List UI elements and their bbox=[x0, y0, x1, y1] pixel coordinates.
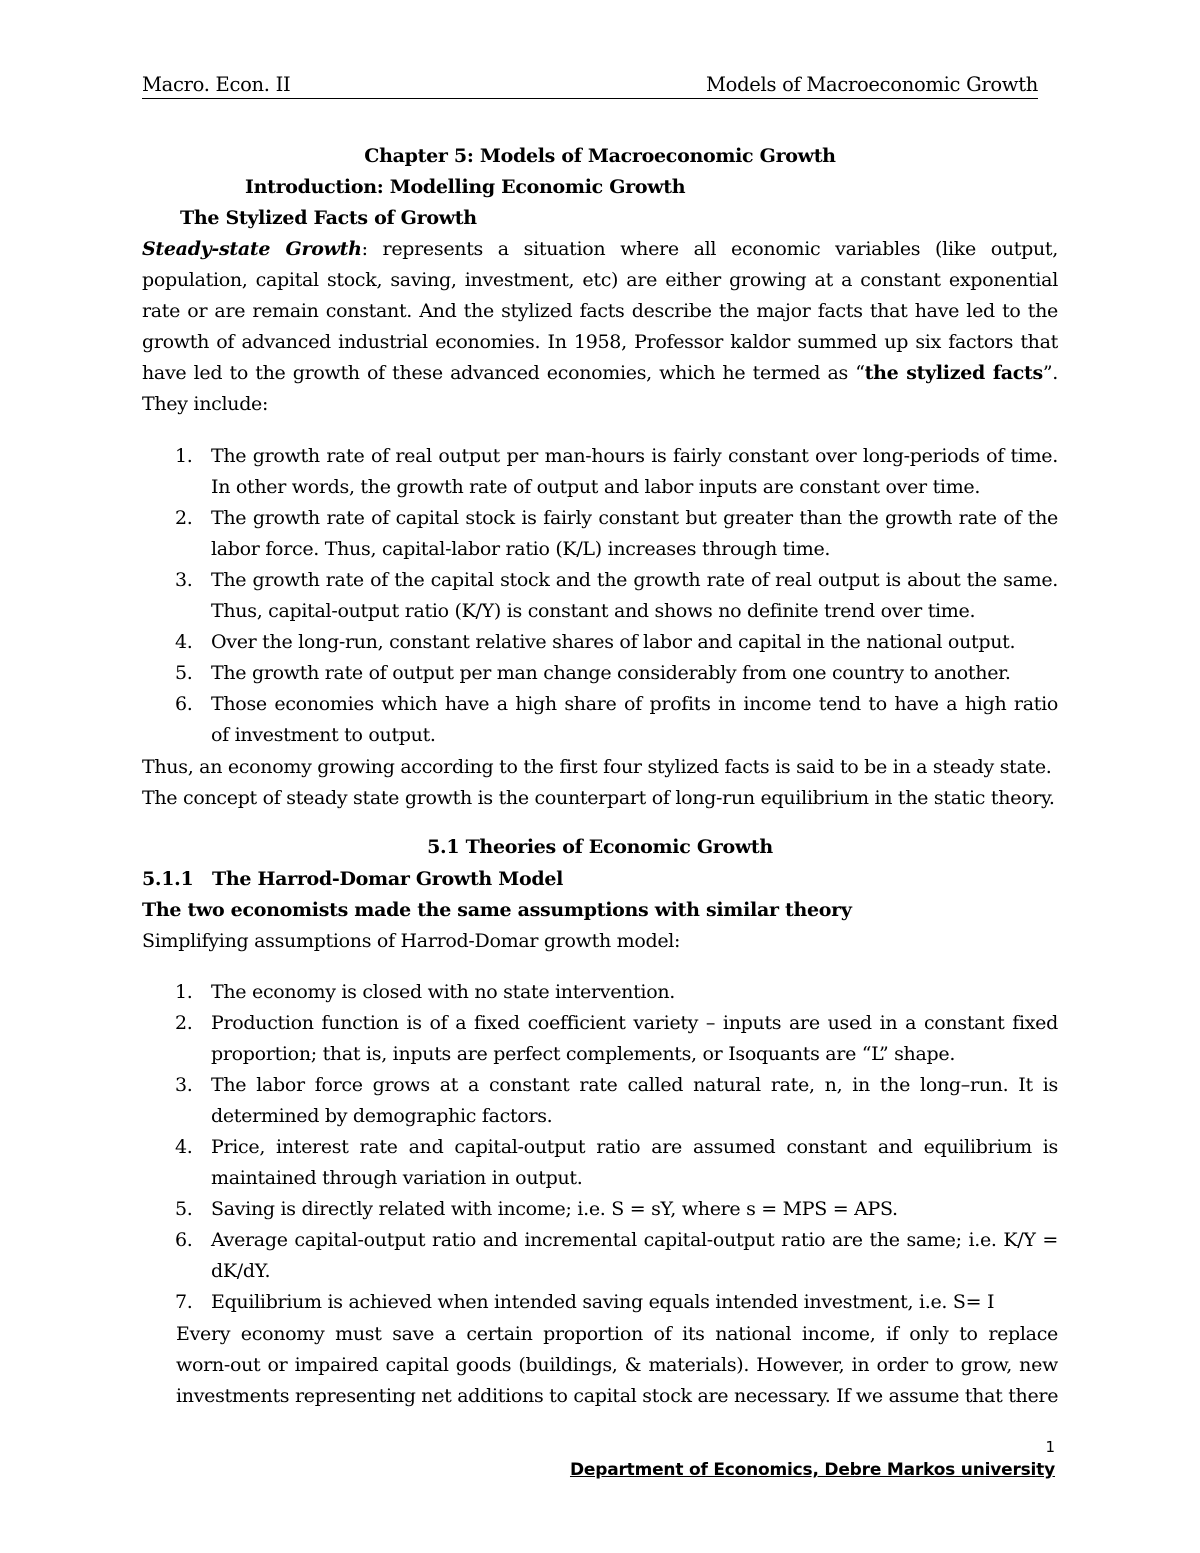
page-header bbox=[142, 72, 1038, 99]
para-line: growth of advanced industrial economies. In 1958, Professor kaldor summed up six factors that bbox=[142, 331, 1058, 353]
conclusion-paragraph bbox=[142, 752, 1058, 814]
list-item-line: labor force. Thus, capital-labor ratio (K/L) increases through time. bbox=[211, 538, 831, 560]
list-number: 2. bbox=[175, 1012, 193, 1034]
list-item-line: Saving is directly related with income; i.e. S = sY, where s = MPS = APS. bbox=[211, 1198, 898, 1220]
list-number: 4. bbox=[175, 1136, 193, 1158]
para-line: The concept of steady state growth is the counterpart of long-run equilibrium in the static theory. bbox=[142, 787, 1055, 809]
assumptions-list bbox=[142, 977, 1058, 1318]
assumption-intro: Simplifying assumptions of Harrod-Domar growth model: bbox=[142, 930, 681, 952]
investment-paragraph bbox=[176, 1319, 1058, 1412]
list-item-line: Equilibrium is achieved when intended saving equals intended investment, i.e. S= I bbox=[211, 1291, 995, 1313]
assumption-item bbox=[142, 1070, 1058, 1132]
stylized-fact-item bbox=[142, 627, 1058, 658]
list-item-line: of investment to output. bbox=[211, 724, 436, 746]
stylized-fact-item bbox=[142, 689, 1058, 751]
list-number: 3. bbox=[175, 1074, 193, 1096]
list-item-line: The growth rate of the capital stock and the growth rate of real output is about the same. bbox=[211, 569, 1058, 591]
subsection-number: 5.1.1 bbox=[142, 868, 194, 890]
section-title: 5.1 Theories of Economic Growth bbox=[427, 836, 773, 858]
intro-title: Introduction: Modelling Economic Growth bbox=[245, 176, 686, 198]
stylized-fact-item bbox=[142, 441, 1058, 503]
chapter-title: Chapter 5: Models of Macroeconomic Growth bbox=[364, 145, 836, 167]
para-line: population, capital stock, saving, investment, etc) are either growing at a constant exponential bbox=[142, 269, 1058, 291]
assumption-item bbox=[142, 1287, 1058, 1318]
para-line: investments representing net additions to capital stock are necessary. If we assume that there bbox=[176, 1385, 1059, 1407]
para-line: rate or are remain constant. And the stylized facts describe the major facts that have led to the bbox=[142, 300, 1058, 322]
list-number: 6. bbox=[175, 1229, 193, 1251]
assumption-item bbox=[142, 1225, 1058, 1287]
list-item-line: In other words, the growth rate of output and labor inputs are constant over time. bbox=[211, 476, 981, 498]
footer-department: Department of Economics, Debre Markos university bbox=[569, 1460, 1055, 1480]
list-item-line: dK/dY. bbox=[211, 1260, 271, 1282]
stylized-fact-item bbox=[142, 565, 1058, 627]
para-line: They include: bbox=[142, 393, 269, 415]
list-number: 1. bbox=[175, 445, 193, 467]
list-number: 5. bbox=[175, 1198, 193, 1220]
list-item-line: The growth rate of real output per man-hours is fairly constant over long-periods of time. bbox=[211, 445, 1058, 467]
list-item-line: The growth rate of output per man change considerably from one country to another. bbox=[211, 662, 1011, 684]
list-item-line: Production function is of a fixed coefficient variety – inputs are used in a constant fixed bbox=[211, 1012, 1058, 1034]
stylized-facts-term: the stylized facts bbox=[864, 362, 1043, 384]
stylized-fact-item bbox=[142, 503, 1058, 565]
list-number: 1. bbox=[175, 981, 193, 1003]
list-item-line: proportion; that is, inputs are perfect complements, or Isoquants are “L” shape. bbox=[211, 1043, 956, 1065]
list-number: 3. bbox=[175, 569, 193, 591]
list-item-line: Over the long-run, constant relative shares of labor and capital in the national output. bbox=[211, 631, 1016, 653]
header-topic: Models of Macroeconomic Growth bbox=[706, 73, 1038, 96]
para-line: worn-out or impaired capital goods (buildings, & materials). However, in order to grow, new bbox=[176, 1354, 1058, 1376]
list-number: 5. bbox=[175, 662, 193, 684]
list-item-line: Thus, capital-output ratio (K/Y) is constant and shows no definite trend over time. bbox=[211, 600, 976, 622]
list-number: 6. bbox=[175, 693, 193, 715]
list-item-line: The labor force grows at a constant rate called natural rate, n, in the long–run. It is bbox=[211, 1074, 1058, 1096]
list-number: 2. bbox=[175, 507, 193, 529]
list-item-line: The economy is closed with no state intervention. bbox=[211, 981, 676, 1003]
assumption-item bbox=[142, 1008, 1058, 1070]
list-item-line: maintained through variation in output. bbox=[211, 1167, 583, 1189]
stylized-facts-list bbox=[142, 441, 1058, 751]
list-item-line: The growth rate of capital stock is fairly constant but greater than the growth rate of the bbox=[211, 507, 1058, 529]
assumption-heading: The two economists made the same assumptions with similar theory bbox=[142, 899, 852, 921]
steady-state-term: Steady-state Growth bbox=[142, 238, 362, 260]
assumption-item bbox=[142, 1132, 1058, 1194]
list-item-line: determined by demographic factors. bbox=[211, 1105, 553, 1127]
para-line: Thus, an economy growing according to the first four stylized facts is said to be in a steady state. bbox=[142, 756, 1052, 778]
header-course: Macro. Econ. II bbox=[142, 73, 291, 96]
steady-state-paragraph bbox=[142, 234, 1058, 420]
list-number: 7. bbox=[175, 1291, 193, 1313]
subsection-title: The Harrod-Domar Growth Model bbox=[212, 868, 564, 890]
list-item-line: Those economies which have a high share of profits in income tend to have a high ratio bbox=[211, 693, 1058, 715]
list-number: 4. bbox=[175, 631, 193, 653]
para-line: have led to the growth of these advanced economies, which he termed as “the stylized facts”. bbox=[142, 362, 1059, 384]
assumption-item bbox=[142, 977, 1058, 1008]
page-number: 1 bbox=[1045, 1438, 1055, 1456]
para-line: Every economy must save a certain proportion of its national income, if only to replace bbox=[176, 1323, 1058, 1345]
list-item-line: Price, interest rate and capital-output ratio are assumed constant and equilibrium is bbox=[211, 1136, 1058, 1158]
stylized-fact-item bbox=[142, 658, 1058, 689]
list-item-line: Average capital-output ratio and incremental capital-output ratio are the same; i.e. K/Y = bbox=[211, 1229, 1058, 1251]
stylized-facts-title: The Stylized Facts of Growth bbox=[180, 207, 477, 229]
assumption-item bbox=[142, 1194, 1058, 1225]
para-line: Steady-state Growth: represents a situation where all economic variables (like output, bbox=[142, 238, 1058, 260]
